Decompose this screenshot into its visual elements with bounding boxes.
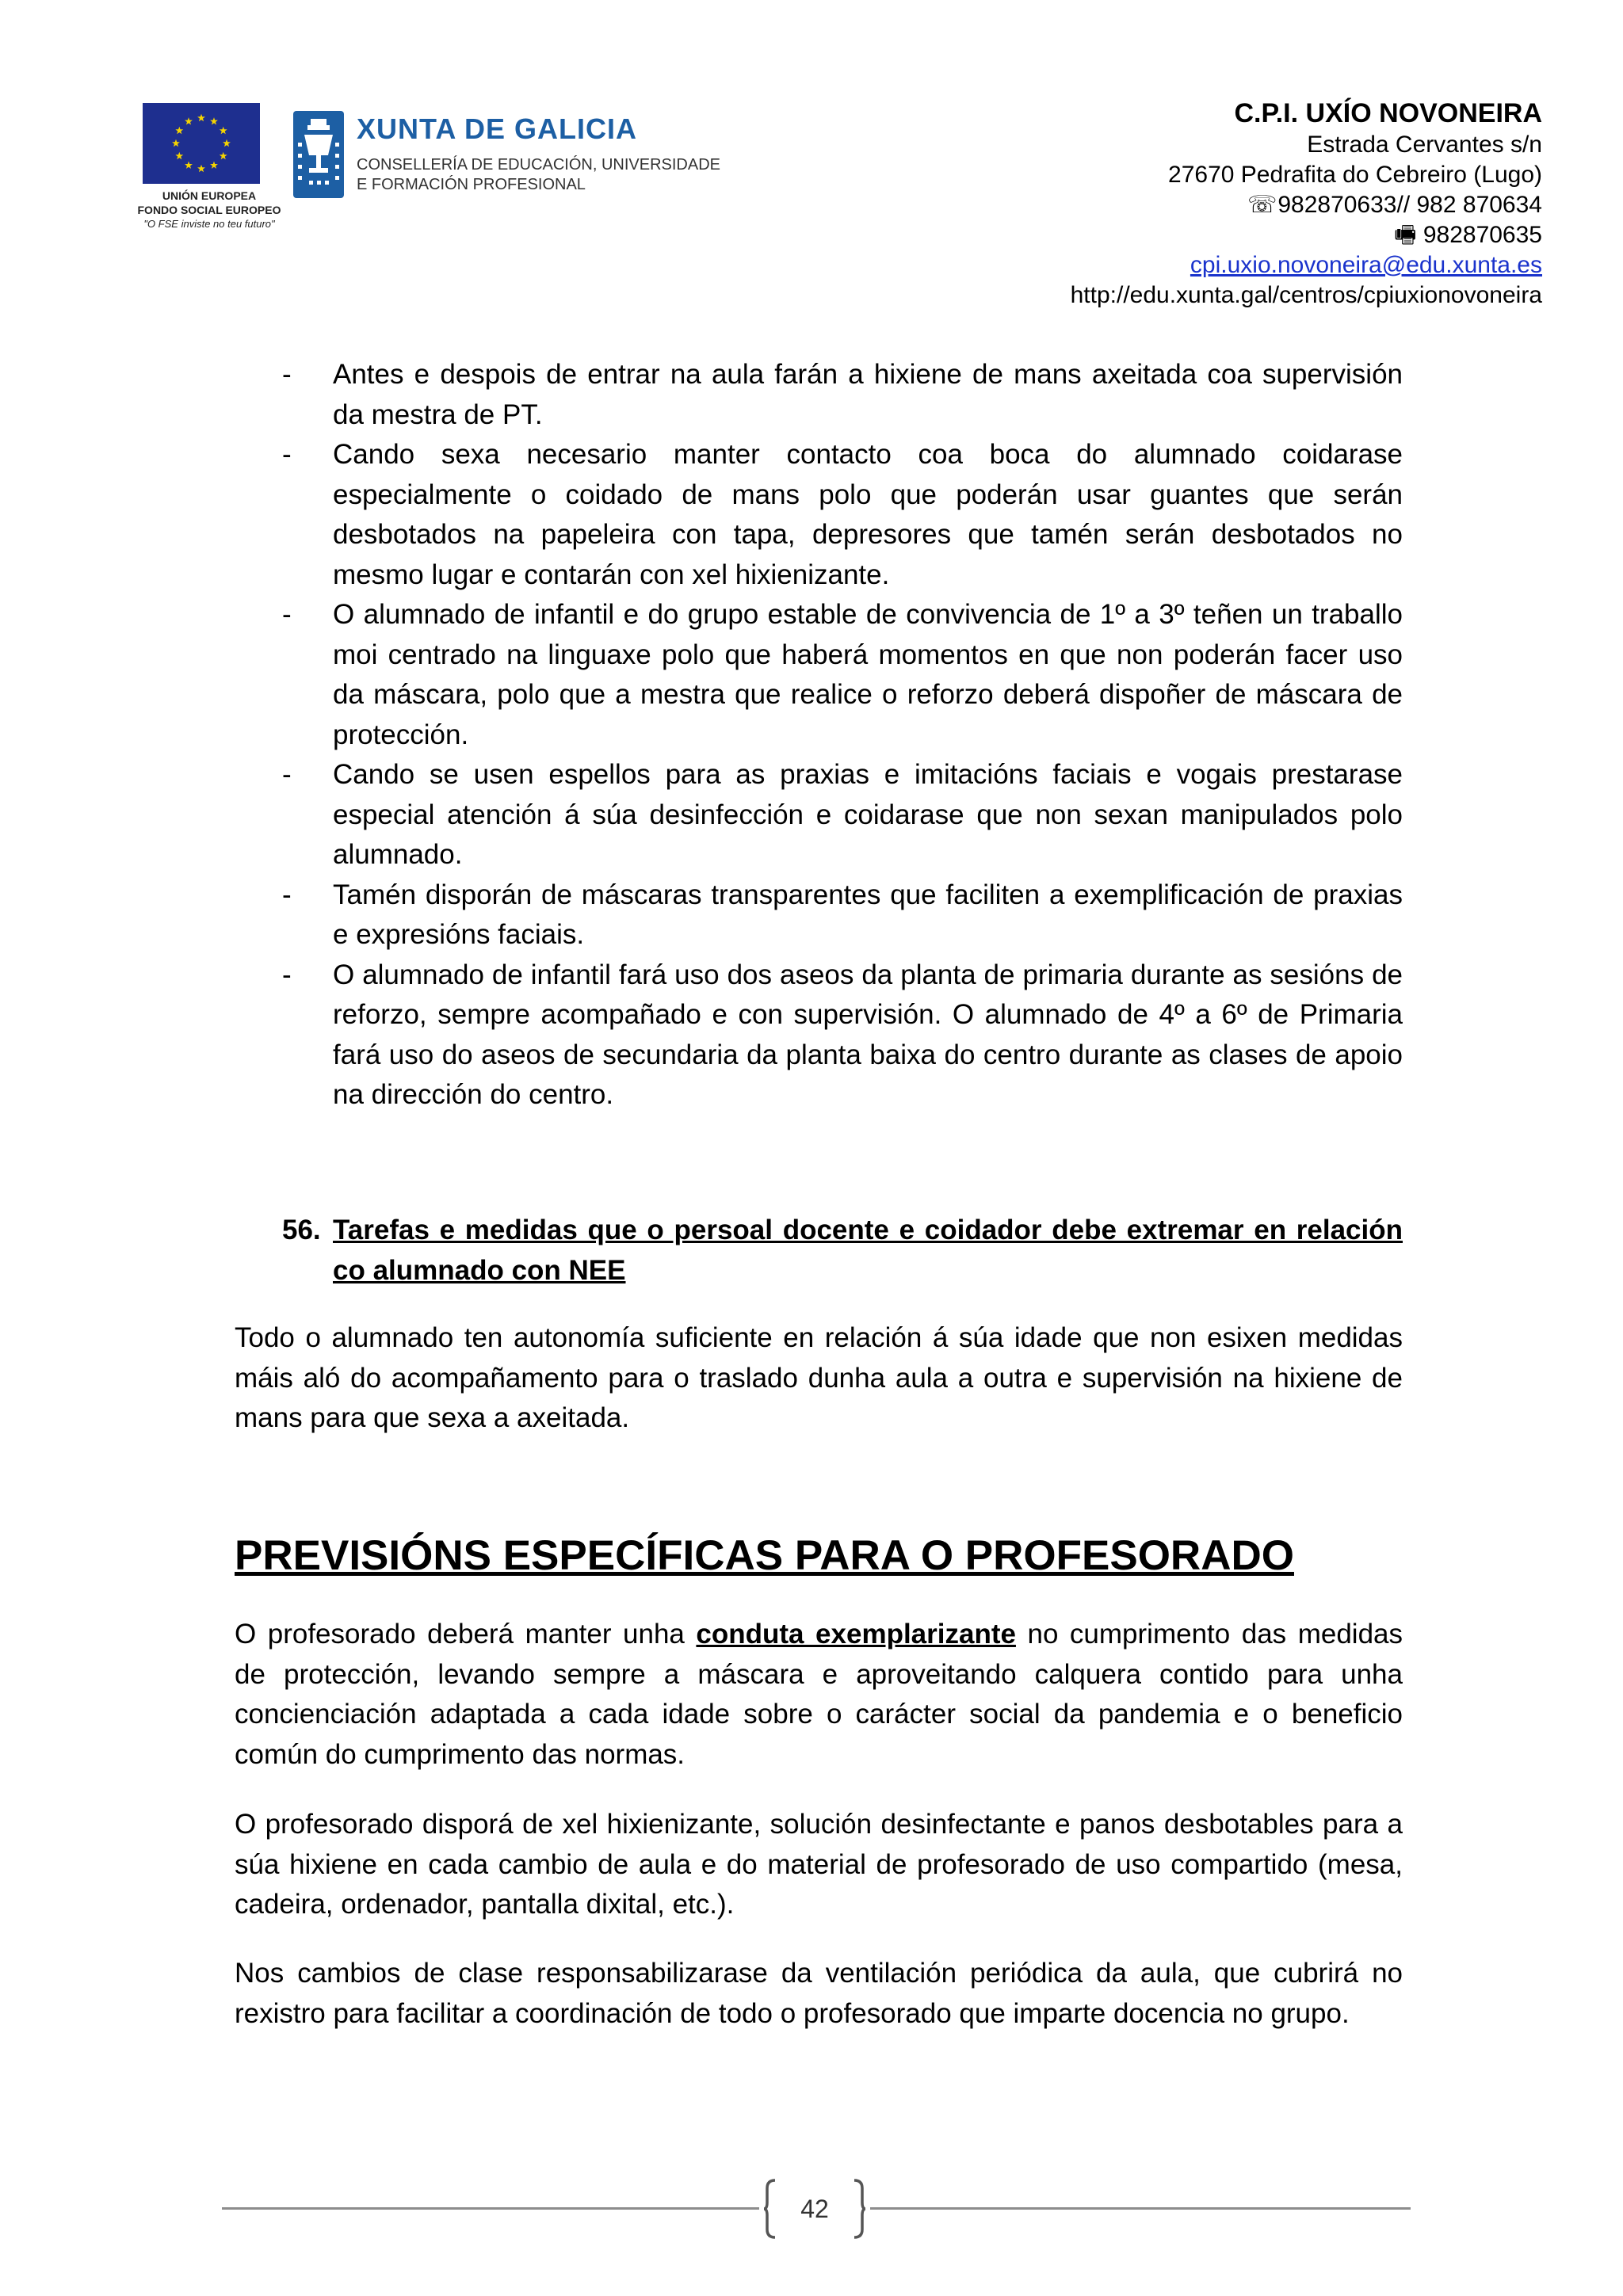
previsions-paragraph-3: Nos cambios de clase responsabilizarase da ventilación periódica da aula, que cubrirá no rexistro para facilitar a coordinación de todo o profesorado que imparte docencia no grupo. <box>235 1958 1403 2029</box>
hygiene-bullet-list <box>235 355 1403 1116</box>
list-item: - Cando sexa necesario manter contacto coa boca do alumnado coidarase especialmente o coidado de mans polo que poderán usar guantes que serán desbotados na papeleira con tapa, depresores que tamén serán desbotados no mesmo lugar e contarán con xel hixienizante. <box>282 439 1403 590</box>
eu-flag-icon <box>143 103 260 184</box>
xunta-name: XUNTA DE GALICIA <box>357 113 637 145</box>
xunta-dept-line1: CONSELLERÍA DE EDUCACIÓN, UNIVERSIDADE <box>357 156 720 174</box>
eu-line1: UNIÓN EUROPEA <box>162 189 257 202</box>
emphasis-conduta: conduta exemplarizante <box>696 1619 1016 1650</box>
school-street: Estrada Cervantes s/n <box>1307 132 1542 158</box>
list-item: - Antes e despois de entrar na aula farán a hixiene de mans axeitada coa supervisión da mestra de PT. <box>282 359 1403 430</box>
previsions-paragraph-1: O profesorado deberá manter unha conduta exemplarizante no cumprimento das medidas de protección, levando sempre a máscara e aproveitando calquera contido para unha concienciación adaptada a cada idade sobre o carácter social da pandemia e o beneficio común do cumprimento das normas. <box>235 1619 1403 1770</box>
list-item: - O alumnado de infantil fará uso dos aseos da planta de primaria durante as sesións de reforzo, sempre acompañado e con supervisión. O alumnado de 4º a 6º de Primaria fará uso do aseos de secundaria da planta baixa do centro durante as clases de apoio na dirección do centro. <box>282 959 1403 1110</box>
school-phone: 982870633// 982 870634 <box>1277 192 1542 218</box>
school-contact <box>1071 97 1542 311</box>
page-number: 42 <box>800 2195 829 2223</box>
section-number: 56. <box>282 1215 321 1245</box>
section-title: Tarefas e medidas que o persoal docente e coidador debe extremar en relación co alumnado con NEE <box>333 1215 1403 1286</box>
list-item: - Cando se usen espellos para as praxias e imitacións faciais e vogais prestarase especial atención á súa desinfección e coidarase que non sexan manipulados polo alumnado. <box>282 759 1403 870</box>
galicia-emblem-icon <box>293 111 344 198</box>
section-56-heading <box>282 1211 1403 1291</box>
school-fax: 982870635 <box>1423 222 1542 248</box>
eu-slogan: "O FSE inviste no teu futuro" <box>143 218 275 230</box>
eu-line2: FONDO SOCIAL EUROPEO <box>137 204 281 216</box>
list-item: - Tamén disporán de máscaras transparentes que faciliten a exemplificación de praxias e expresións faciais. <box>282 879 1403 950</box>
school-name: C.P.I. UXÍO NOVONEIRA <box>1234 98 1542 128</box>
footer-rule-right <box>870 2207 1411 2210</box>
xunta-logo <box>293 111 721 206</box>
fax-icon: 🖷 <box>1394 222 1417 248</box>
footer-rule-left <box>222 2207 759 2210</box>
school-city: 27670 Pedrafita do Cebreiro (Lugo) <box>1168 162 1542 188</box>
school-email-link[interactable]: cpi.uxio.novoneira@edu.xunta.es <box>1190 252 1542 278</box>
right-brace-icon <box>851 2177 867 2241</box>
school-phone-row <box>1071 190 1542 220</box>
school-fax-row <box>1071 220 1542 250</box>
xunta-dept-line2: E FORMACIÓN PROFESIONAL <box>357 176 586 193</box>
eu-caption <box>125 189 293 231</box>
list-item: - O alumnado de infantil e do grupo estable de convivencia de 1º a 3º teñen un traballo moi centrado na linguaxe polo que haberá momentos en que non poderán facer uso da máscara, polo que a mestra que realice o reforzo deberá dispoñer de máscara de protección. <box>282 599 1403 750</box>
phone-icon: ☏ <box>1247 192 1277 218</box>
section-56-paragraph: Todo o alumnado ten autonomía suficiente en relación á súa idade que non esixen medidas máis aló do acompañamento para o traslado dunha aula a outra e supervisión na hixiene de mans para que sexa a axeitada. <box>235 1322 1403 1433</box>
previsions-heading: PREVISIÓNS ESPECÍFICAS PARA O PROFESORADO <box>235 1532 1294 1579</box>
previsions-paragraph-2: O profesorado disporá de xel hixienizante, solución desinfectante e panos desbotables para a súa hixiene en cada cambio de aula e do material de profesorado de uso compartido (mesa, cadeira, ordenador, pantalla dixital, etc.). <box>235 1809 1403 1920</box>
school-website: http://edu.xunta.gal/centros/cpiuxionovoneira <box>1070 282 1542 308</box>
xunta-department <box>357 155 720 195</box>
